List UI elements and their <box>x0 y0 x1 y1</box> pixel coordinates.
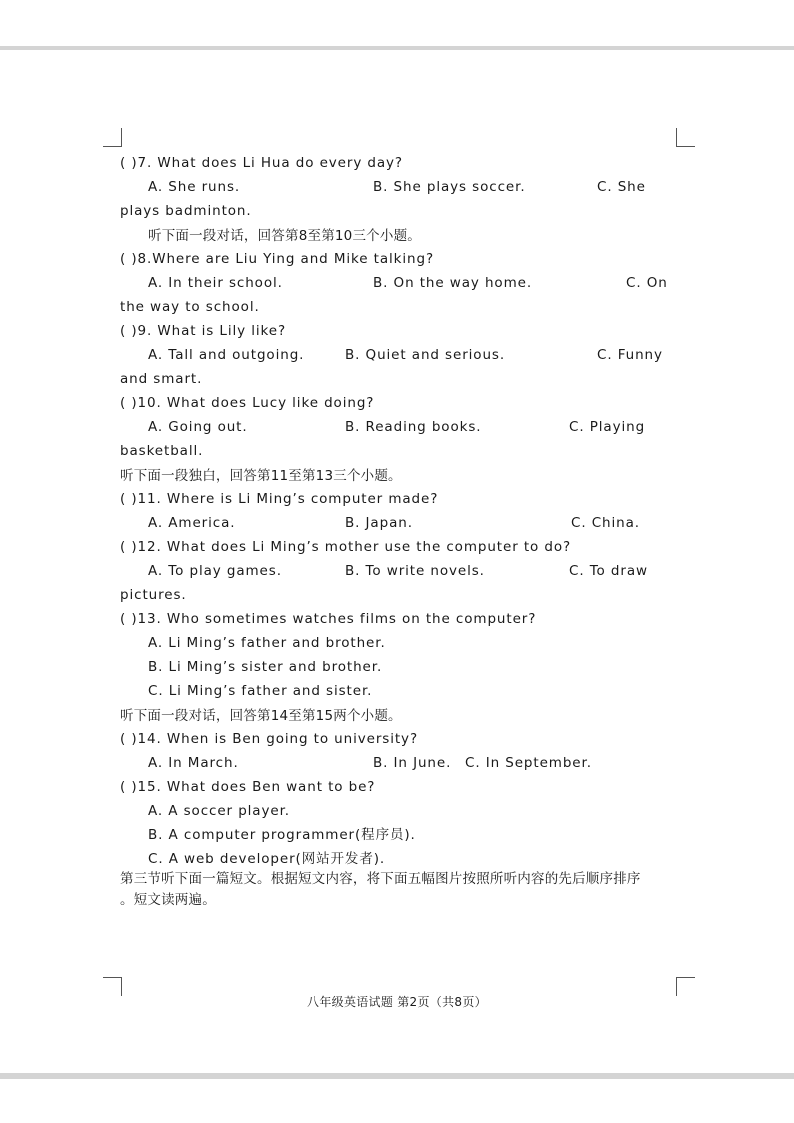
question-10-option-b: B. Reading books. <box>345 419 482 435</box>
question-12-option-a: A. To play games. <box>148 563 282 579</box>
question-14-option-c: C. In September. <box>465 755 592 771</box>
page-footer: 八年级英语试题 第2页（共8页） <box>307 995 487 1009</box>
question-14-stem: ( )14. When is Ben going to university? <box>120 731 419 747</box>
question-13-option-c: C. Li Ming’s father and sister. <box>148 683 373 699</box>
page-top-margin <box>0 0 794 46</box>
question-15-option-a: A. A soccer player. <box>148 803 290 819</box>
question-7-option-c: C. She <box>597 179 646 195</box>
question-9-option-a: A. Tall and outgoing. <box>148 347 305 363</box>
question-7-option-a: A. She runs. <box>148 179 241 195</box>
crop-mark-top-right <box>676 128 695 147</box>
instruction-8-10: 听下面一段对话，回答第8至第10三个小题。 <box>148 228 421 244</box>
top-divider <box>0 46 794 50</box>
question-11-option-c: C. China. <box>571 515 640 531</box>
question-12-stem: ( )12. What does Li Ming’s mother use the computer to do? <box>120 539 572 555</box>
question-15-option-c: C. A web developer(网站开发者). <box>148 851 386 867</box>
question-11-stem: ( )11. Where is Li Ming’s computer made? <box>120 491 439 507</box>
question-9-option-c-continued: and smart. <box>120 371 203 387</box>
question-9-stem: ( )9. What is Lily like? <box>120 323 287 339</box>
question-8-option-b: B. On the way home. <box>373 275 533 291</box>
question-7-stem: ( )7. What does Li Hua do every day? <box>120 155 404 171</box>
question-11-option-b: B. Japan. <box>345 515 413 531</box>
question-9-option-c: C. Funny <box>597 347 663 363</box>
crop-mark-top-left <box>103 128 122 147</box>
question-7-option-c-continued: plays badminton. <box>120 203 252 219</box>
question-12-option-c: C. To draw <box>569 563 648 579</box>
question-13-stem: ( )13. Who sometimes watches films on the computer? <box>120 611 537 627</box>
question-8-option-c: C. On <box>626 275 668 291</box>
question-13-option-a: A. Li Ming’s father and brother. <box>148 635 386 651</box>
question-8-stem: ( )8.Where are Liu Ying and Mike talking? <box>120 251 435 267</box>
section-3-instruction-line-1: 第三节听下面一篇短文。根据短文内容，将下面五幅图片按照所听内容的先后顺序排序 <box>120 871 641 887</box>
section-3-instruction-line-2: 。短文读两遍。 <box>120 892 216 908</box>
question-10-stem: ( )10. What does Lucy like doing? <box>120 395 375 411</box>
question-10-option-c-continued: basketball. <box>120 443 204 459</box>
question-9-option-b: B. Quiet and serious. <box>345 347 506 363</box>
question-8-option-c-continued: the way to school. <box>120 299 260 315</box>
question-14-option-a: A. In March. <box>148 755 239 771</box>
question-10-option-c: C. Playing <box>569 419 646 435</box>
question-15-option-b: B. A computer programmer(程序员). <box>148 827 416 843</box>
instruction-14-15: 听下面一段对话，回答第14至第15两个小题。 <box>120 708 402 724</box>
question-12-option-b: B. To write novels. <box>345 563 485 579</box>
question-12-option-c-continued: pictures. <box>120 587 187 603</box>
question-13-option-b: B. Li Ming’s sister and brother. <box>148 659 383 675</box>
question-8-option-a: A. In their school. <box>148 275 283 291</box>
question-7-option-b: B. She plays soccer. <box>373 179 526 195</box>
question-10-option-a: A. Going out. <box>148 419 248 435</box>
question-11-option-a: A. America. <box>148 515 236 531</box>
instruction-11-13: 听下面一段独白，回答第11至第13三个小题。 <box>120 468 402 484</box>
question-15-stem: ( )15. What does Ben want to be? <box>120 779 376 795</box>
bottom-divider <box>0 1073 794 1079</box>
question-14-option-b: B. In June. <box>373 755 452 771</box>
